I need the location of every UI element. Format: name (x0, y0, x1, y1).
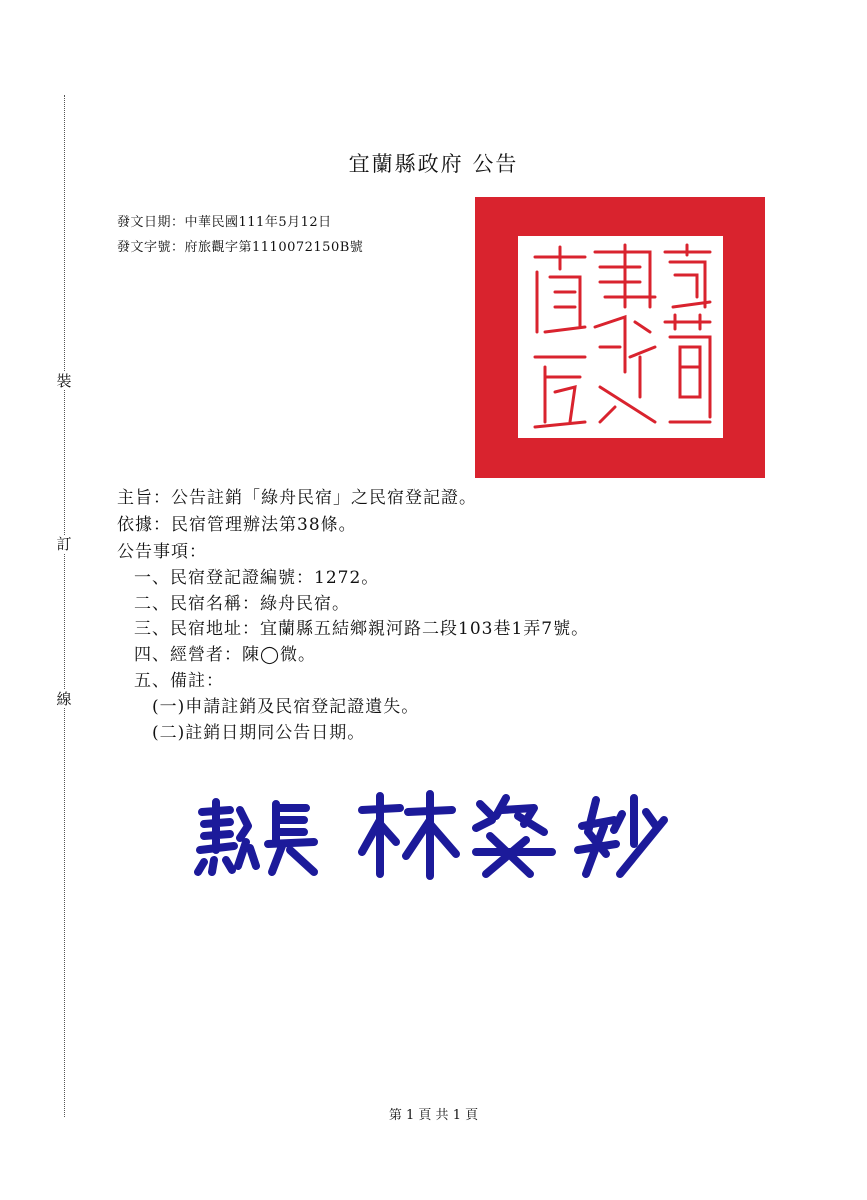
item-operator: 四、經營者：陳◯微。 (134, 645, 317, 665)
item-name: 二、民宿名稱：綠舟民宿。 (134, 594, 350, 614)
official-seal (475, 197, 765, 478)
item-notes-header: 五、備註： (134, 671, 224, 691)
binding-char-zhuang: 裝 (56, 372, 72, 390)
issue-number: 發文字號：府旅觀字第1110072150B號 (117, 240, 364, 255)
item-address: 三、民宿地址：宜蘭縣五結鄉親河路二段103巷1弄7號。 (134, 619, 590, 639)
magistrate-signature (190, 790, 690, 880)
items-header: 公告事項： (117, 542, 207, 562)
item-registration-number: 一、民宿登記證編號：1272。 (134, 568, 380, 588)
binding-char-xian: 線 (56, 690, 72, 708)
document-title: 宜蘭縣政府 公告 (348, 152, 519, 176)
issue-date: 發文日期：中華民國111年5月12日 (117, 215, 332, 230)
note-1: (一)申請註銷及民宿登記證遺失。 (152, 697, 420, 717)
note-2: (二)註銷日期同公告日期。 (152, 723, 366, 743)
binding-char-ding: 訂 (56, 535, 72, 553)
basis-line: 依據：民宿管理辦法第38條。 (117, 515, 357, 535)
subject-line: 主旨：公告註銷「綠舟民宿」之民宿登記證。 (117, 488, 477, 508)
page-footer: 第 1 頁 共 1 頁 (388, 1108, 479, 1123)
binding-line (64, 95, 65, 1117)
